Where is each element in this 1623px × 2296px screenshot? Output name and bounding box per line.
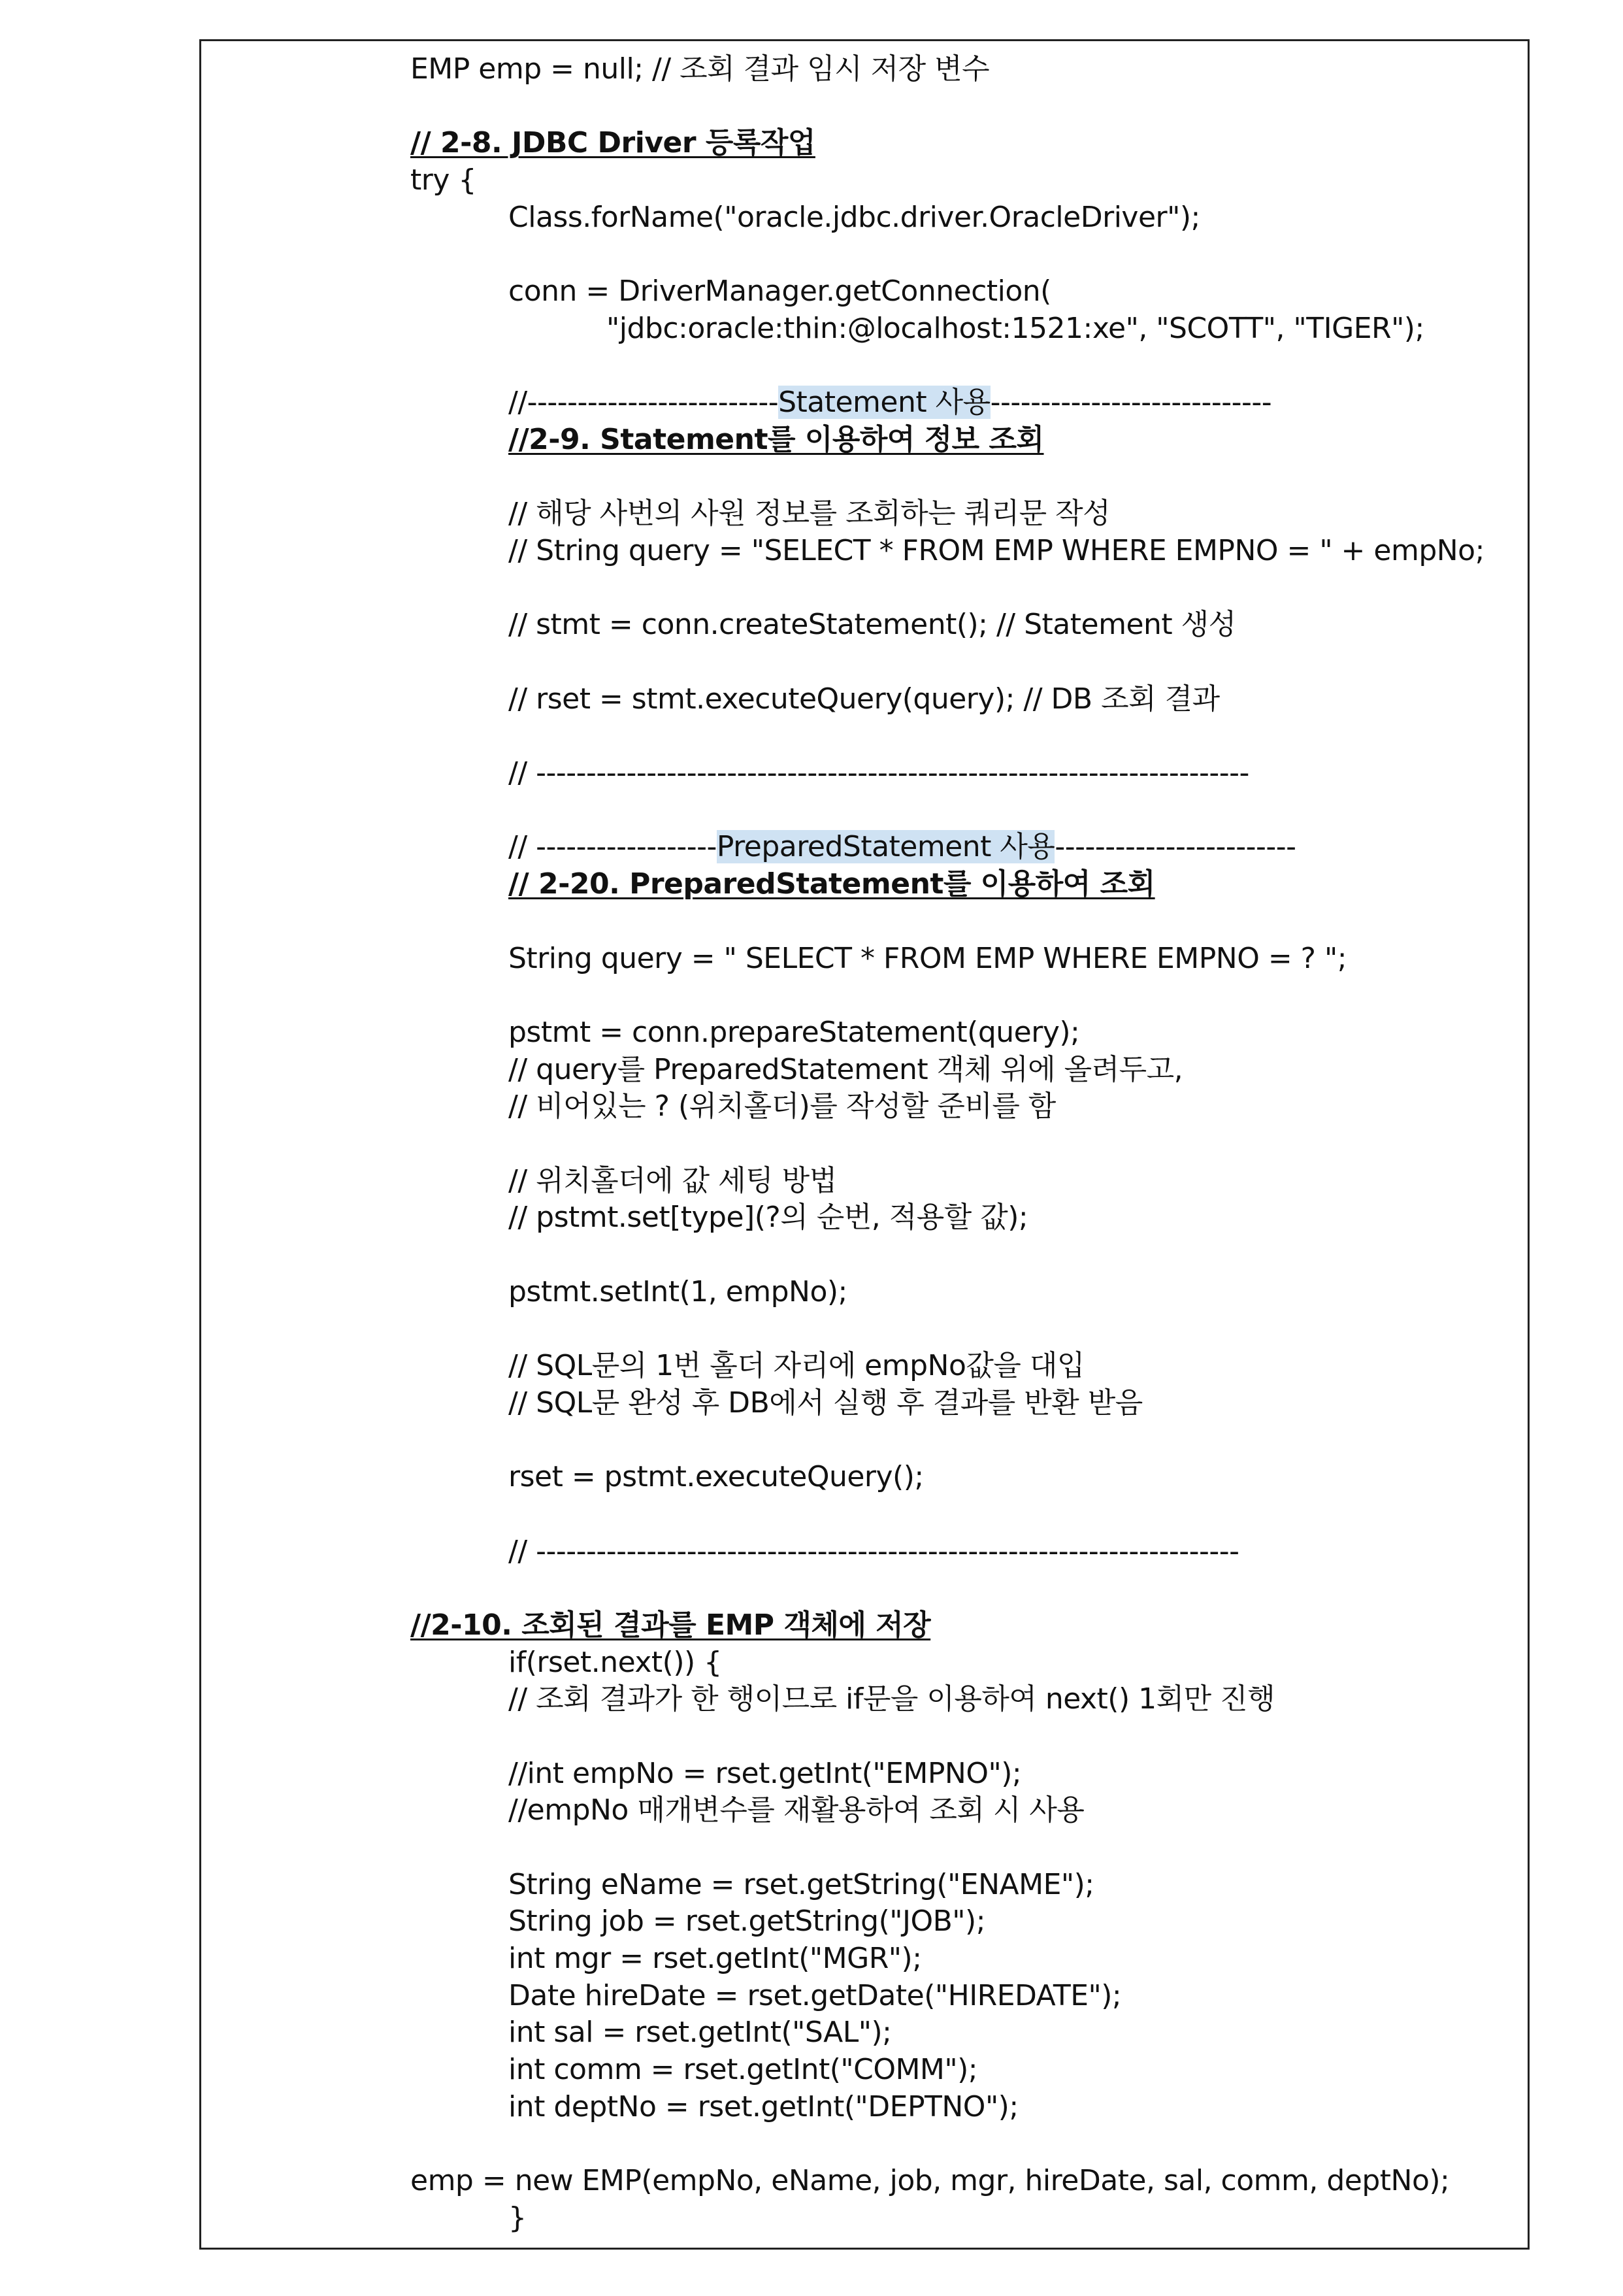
code-line [410,1310,1534,1348]
code-line: rset = pstmt.executeQuery(); [508,1460,924,1494]
divider-prefix: //------------------------- [508,386,779,420]
code-line [410,829,1534,866]
section-heading: //2-9. Statement를 이용하여 정보 조회 [508,422,1044,456]
code-line: // 위치홀더에 값 세팅 방법 [508,1163,837,1197]
code-line [410,384,1534,422]
code-line [410,644,1534,681]
code-line [410,348,1534,385]
code-line: // stmt = conn.createStatement(); // Statement 생성 [508,608,1236,642]
code-line: pstmt.setInt(1, empNo); [508,1274,847,1308]
code-line [410,88,1534,125]
code-line: // 해당 사번의 사원 정보를 조회하는 쿼리문 작성 [508,497,1111,531]
code-line: pstmt = conn.prepareStatement(query); [508,1015,1080,1049]
code-line: // rset = stmt.executeQuery(query); // DB 조회 결과 [508,682,1220,716]
code-line [410,1237,1534,1274]
code-line: int sal = rset.getInt("SAL"); [508,2016,892,2050]
code-line [410,1496,1534,1533]
code-line [410,1829,1534,1867]
code-line [410,792,1534,829]
code-line: String eName = rset.getString("ENAME"); [508,1867,1094,1901]
code-line: Class.forName("oracle.jdbc.driver.OracleDriver"); [508,200,1200,234]
code-line [410,570,1534,607]
code-line [410,459,1534,496]
code-line: } [508,2201,527,2235]
section-heading: // 2-20. PreparedStatement를 이용하여 조회 [508,867,1155,901]
code-line [410,718,1534,755]
code-line [410,236,1534,273]
section-heading: //2-10. 조회된 결과를 EMP 객체에 저장 [410,1608,931,1642]
code-line: Date hireDate = rset.getDate("HIREDATE"); [508,1978,1122,2012]
code-line: // ---------------------------------------------------------------------- [508,1534,1239,1568]
code-line [410,2126,1534,2163]
code-line [410,1422,1534,1459]
divider-suffix: ---------------------------- [990,386,1272,420]
code-line: int comm = rset.getInt("COMM"); [508,2053,978,2087]
code-line: EMP emp = null; // 조회 결과 임시 저장 변수 [410,52,990,86]
code-line: if(rset.next()) { [508,1645,722,1679]
code-line: String query = " SELECT * FROM EMP WHERE EMPNO = ? "; [508,941,1347,975]
code-line: // SQL문의 1번 홀더 자리에 empNo값을 대입 [508,1349,1085,1383]
code-line: try { [410,163,476,197]
code-line: String job = rset.getString("JOB"); [508,1905,986,1938]
code-listing [410,51,1534,2237]
code-line: // 조회 결과가 한 행이므로 if문을 이용하여 next() 1회만 진행 [508,1682,1275,1716]
code-line: //empNo 매개변수를 재활용하여 조회 시 사용 [508,1793,1085,1827]
code-line [410,903,1534,940]
code-line: // query를 PreparedStatement 객체 위에 올려두고, [508,1052,1183,1086]
highlighted-section-label: Statement 사용 [778,386,991,420]
code-line: emp = new EMP(empNo, eName, job, mgr, hireDate, sal, comm, deptNo); [410,2164,1450,2198]
code-line: "jdbc:oracle:thin:@localhost:1521:xe", "SCOTT", "TIGER"); [606,311,1424,345]
code-line: // String query = "SELECT * FROM EMP WHERE EMPNO = " + empNo; [508,533,1484,567]
code-line [410,1718,1534,1755]
code-line [410,977,1534,1014]
code-line: int mgr = rset.getInt("MGR"); [508,1942,922,1976]
highlighted-section-label: PreparedStatement 사용 [716,830,1055,864]
code-line: //int empNo = rset.getInt("EMPNO"); [508,1756,1022,1790]
section-heading: // 2-8. JDBC Driver 등록작업 [410,126,815,160]
code-line: // 비어있는 ? (위치홀더)를 작성할 준비를 함 [508,1090,1056,1123]
code-line: // ----------------------------------------------------------------------- [508,756,1249,790]
code-line [410,1570,1534,1607]
code-line: // SQL문 완성 후 DB에서 실행 후 결과를 반환 받음 [508,1386,1143,1420]
code-line: int deptNo = rset.getInt("DEPTNO"); [508,2089,1019,2123]
code-line [410,1125,1534,1163]
divider-suffix: ------------------------ [1055,830,1296,864]
divider-prefix: // ------------------ [508,830,717,864]
code-line: // pstmt.set[type](?의 순번, 적용할 값); [508,1201,1028,1235]
code-line: conn = DriverManager.getConnection( [508,275,1051,308]
